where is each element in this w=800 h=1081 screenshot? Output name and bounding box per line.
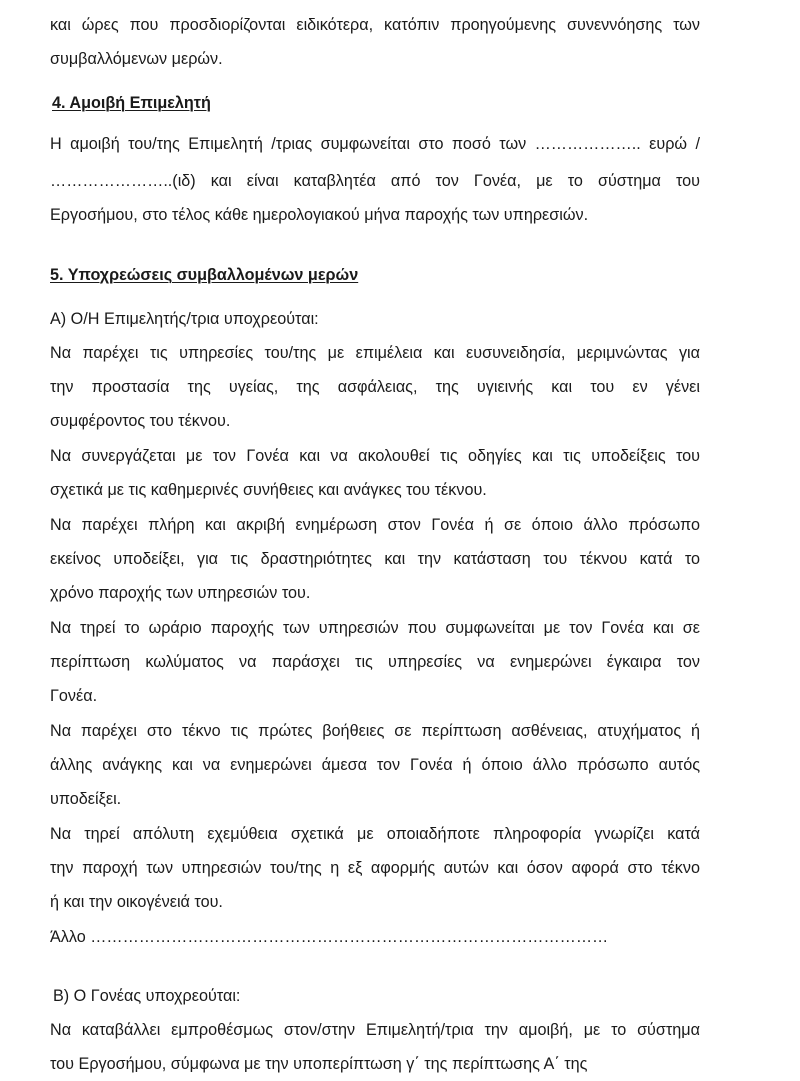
- paragraph-line: Εργοσήμου, στο τέλος κάθε ημερολογιακού μήνα παροχής των υπηρεσιών.: [50, 206, 589, 224]
- paragraph-line: Να τηρεί απόλυτη εχεμύθεια σχετικά με οποιαδήποτε πληροφορία γνωρίζει κατά: [50, 825, 700, 843]
- paragraph-line: υποδείξει.: [50, 790, 122, 808]
- paragraph-line: Να καταβάλλει εμπροθέσμως στον/στην Επιμελητή/τρια την αμοιβή, με το σύστημα: [50, 1021, 700, 1039]
- paragraph-line: του Εργοσήμου, σύμφωνα με την υποπερίπτωση γ΄ της περίπτωσης Α΄ της: [50, 1055, 588, 1073]
- paragraph-line: Η αμοιβή του/της Επιμελητή /τριας συμφωνείται στο ποσό των ……………….. ευρώ /: [50, 135, 700, 153]
- paragraph-line: Να παρέχει πλήρη και ακριβή ενημέρωση στον Γονέα ή σε όποιο άλλο πρόσωπο: [50, 516, 700, 534]
- paragraph-line: Γονέα.: [50, 687, 98, 705]
- paragraph-line: Να τηρεί το ωράριο παροχής των υπηρεσιών που συμφωνείται με τον Γονέα και σε: [50, 619, 700, 637]
- paragraph-line: περίπτωση κωλύματος να παράσχει τις υπηρεσίες να ενημερώνει έγκαιρα τον: [50, 653, 700, 671]
- paragraph-line: και ώρες που προσδιορίζονται ειδικότερα, κατόπιν προηγούμενης συνεννόησης των: [50, 16, 700, 34]
- paragraph-line: Να παρέχει στο τέκνο τις πρώτες βοήθειες σε περίπτωση ασθένειας, ατυχήματος ή: [50, 722, 700, 740]
- paragraph-line: την παροχή των υπηρεσιών του/της η εξ αφορμής αυτών και όσον αφορά στο τέκνο: [50, 859, 700, 877]
- paragraph-line: χρόνο παροχής των υπηρεσιών του.: [50, 584, 311, 602]
- paragraph-line: συμβαλλόμενων μερών.: [50, 50, 223, 68]
- subsection-title-parent: Β) Ο Γονέας υποχρεούται:: [53, 987, 241, 1005]
- subsection-title-caregiver: Α) Ο/Η Επιμελητής/τρια υποχρεούται:: [50, 310, 319, 328]
- paragraph-line: άλλης ανάγκης και να ενημερώνει άμεσα τον Γονέα ή όποιο άλλο πρόσωπο αυτός: [50, 756, 700, 774]
- paragraph-line: σχετικά με τις καθημερινές συνήθειες και ανάγκες του τέκνου.: [50, 481, 487, 499]
- paragraph-line: Να συνεργάζεται με τον Γονέα και να ακολουθεί τις οδηγίες και τις υποδείξεις του: [50, 447, 700, 465]
- section-heading-obligations: 5. Υποχρεώσεις συμβαλλομένων μερών: [50, 266, 359, 284]
- paragraph-line: Να παρέχει τις υπηρεσίες του/της με επιμέλεια και ευσυνειδησία, μεριμνώντας για: [50, 344, 700, 362]
- paragraph-line: εκείνος υποδείξει, για τις δραστηριότητες και την κατάσταση του τέκνου κατά το: [50, 550, 700, 568]
- section-heading-fee: 4. Αμοιβή Επιμελητή: [52, 94, 211, 112]
- paragraph-line: ή και την οικογένειά του.: [50, 893, 223, 911]
- paragraph-line: την προστασία της υγείας, της ασφάλειας, της υγιεινής και του εν γένει: [50, 378, 700, 396]
- paragraph-line: …………………..(ιδ) και είναι καταβλητέα από τον Γονέα, με το σύστημα του: [50, 172, 700, 190]
- other-fill-in-line: Άλλο ……………………………………………………………………………………: [50, 928, 609, 946]
- paragraph-line: συμφέροντος του τέκνου.: [50, 412, 231, 430]
